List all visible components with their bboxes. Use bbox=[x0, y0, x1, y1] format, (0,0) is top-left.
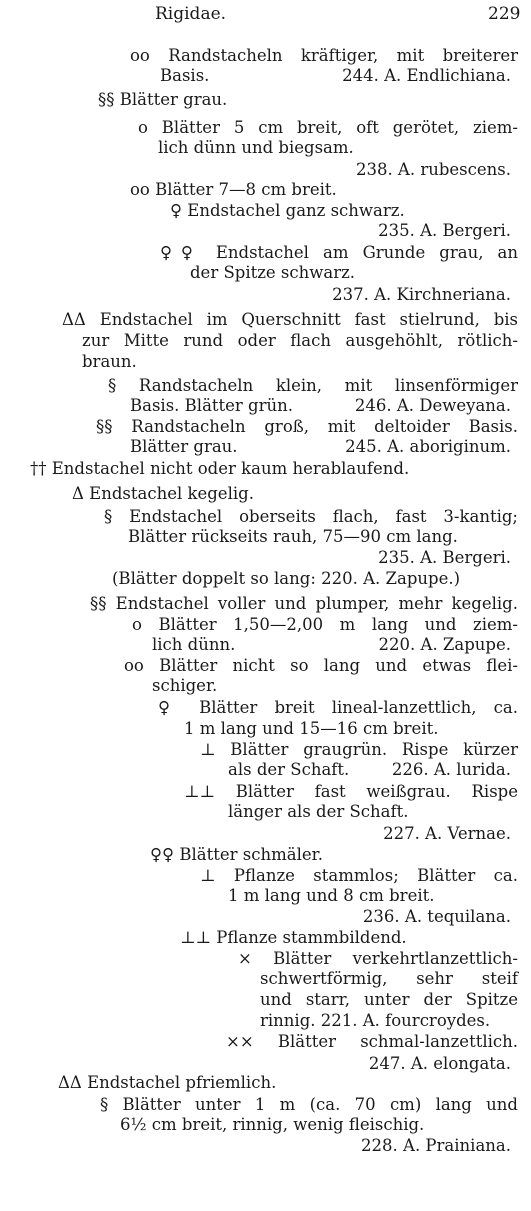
text-line: schwertförmig, sehr steif bbox=[260, 969, 518, 988]
text-line: × Blätter verkehrtlanzettlich- bbox=[238, 949, 518, 968]
text-line: ♀ Endstachel ganz schwarz. bbox=[170, 201, 405, 220]
species-entry: 236. A. tequilana. bbox=[362, 907, 511, 926]
running-header-title: Rigidae. bbox=[155, 4, 227, 24]
species-entry: 246. A. Deweyana. bbox=[354, 396, 511, 415]
species-entry: 226. A. lurida. bbox=[391, 760, 511, 779]
text-line: § Randstacheln klein, mit linsenförmiger bbox=[108, 376, 518, 395]
species-entry: 238. A. rubescens. bbox=[355, 160, 511, 179]
text-line: 1 m lang und 15—16 cm breit. bbox=[184, 719, 439, 738]
text-line: ⊥⊥ Pflanze stammbildend. bbox=[180, 928, 407, 947]
text-line: ♀ Blätter breit lineal-lanzettlich, ca. bbox=[158, 698, 518, 717]
text-line: als der Schaft. bbox=[228, 760, 350, 779]
text-line: ⊥ Pflanze stammlos; Blätter ca. bbox=[200, 866, 518, 885]
species-entry: 235. A. Bergeri. bbox=[378, 221, 511, 240]
text-line: der Spitze schwarz. bbox=[190, 263, 356, 282]
text-line: (Blätter doppelt so lang: 220. A. Zapupe.) bbox=[112, 569, 461, 588]
text-line: lich dünn und biegsam. bbox=[158, 138, 354, 157]
text-line: Basis. Blätter grün. bbox=[130, 396, 294, 415]
text-line: länger als der Schaft. bbox=[228, 802, 409, 821]
species-entry: 244. A. Endlichiana. bbox=[342, 66, 511, 85]
text-line: o Blätter 5 cm breit, oft gerötet, ziem- bbox=[138, 118, 518, 137]
species-entry: 227. A. Vernae. bbox=[383, 824, 511, 843]
text-line: oo Blätter 7—8 cm breit. bbox=[130, 180, 337, 199]
text-line: oo Blätter nicht so lang und etwas flei- bbox=[124, 656, 518, 675]
text-line: §§ Endstachel voller und plumper, mehr kegelig. bbox=[90, 594, 518, 613]
text-line: ♀♀ Endstachel am Grunde grau, an bbox=[160, 243, 518, 262]
text-line: oo Randstacheln kräftiger, mit breiterer bbox=[130, 46, 518, 65]
text-line: braun. bbox=[82, 352, 137, 371]
species-entry: 237. A. Kirchneriana. bbox=[332, 285, 511, 304]
text-line: § Blätter unter 1 m (ca. 70 cm) lang und bbox=[100, 1095, 518, 1114]
text-line: Blätter grau. bbox=[130, 437, 238, 456]
text-line: o Blätter 1,50—2,00 m lang und ziem- bbox=[132, 615, 518, 634]
text-line: ×× Blätter schmal-lanzettlich. bbox=[226, 1032, 518, 1051]
text-line: 1 m lang und 8 cm breit. bbox=[228, 886, 435, 905]
text-line: §§ Blätter grau. bbox=[98, 90, 228, 109]
text-line: ⊥⊥ Blätter fast weißgrau. Rispe bbox=[184, 782, 518, 801]
species-entry: 247. A. elongata. bbox=[368, 1054, 511, 1073]
text-line: lich dünn. bbox=[152, 635, 236, 654]
text-line: rinnig. 221. A. fourcroydes. bbox=[260, 1011, 491, 1030]
text-line: Basis. bbox=[160, 66, 210, 85]
text-line: ⊥ Blätter graugrün. Rispe kürzer bbox=[200, 740, 518, 759]
text-line: ♀♀ Blätter schmäler. bbox=[150, 845, 323, 864]
text-line: †† Endstachel nicht oder kaum herablaufend. bbox=[30, 459, 410, 478]
text-line: § Endstachel oberseits flach, fast 3-kantig; bbox=[104, 507, 518, 526]
text-line: 6½ cm breit, rinnig, wenig fleischig. bbox=[120, 1115, 425, 1134]
text-line: schiger. bbox=[152, 676, 218, 695]
text-line: zur Mitte rund oder flach ausgehöhlt, rötlich- bbox=[82, 331, 518, 350]
text-line: Δ Endstachel kegelig. bbox=[72, 484, 254, 503]
text-line: ΔΔ Endstachel pfriemlich. bbox=[58, 1073, 277, 1092]
text-line: §§ Randstacheln groß, mit deltoider Basis. bbox=[96, 417, 518, 436]
species-entry: 235. A. Bergeri. bbox=[378, 548, 511, 567]
text-line: und starr, unter der Spitze bbox=[260, 990, 518, 1009]
text-line: Blätter rückseits rauh, 75—90 cm lang. bbox=[128, 527, 458, 546]
text-line: ΔΔ Endstachel im Querschnitt fast stielrund, bis bbox=[62, 310, 518, 329]
species-entry: 220. A. Zapupe. bbox=[378, 635, 511, 654]
species-entry: 245. A. aboriginum. bbox=[345, 437, 511, 456]
page-number: 229 bbox=[488, 4, 521, 24]
species-entry: 228. A. Prainiana. bbox=[361, 1136, 511, 1155]
